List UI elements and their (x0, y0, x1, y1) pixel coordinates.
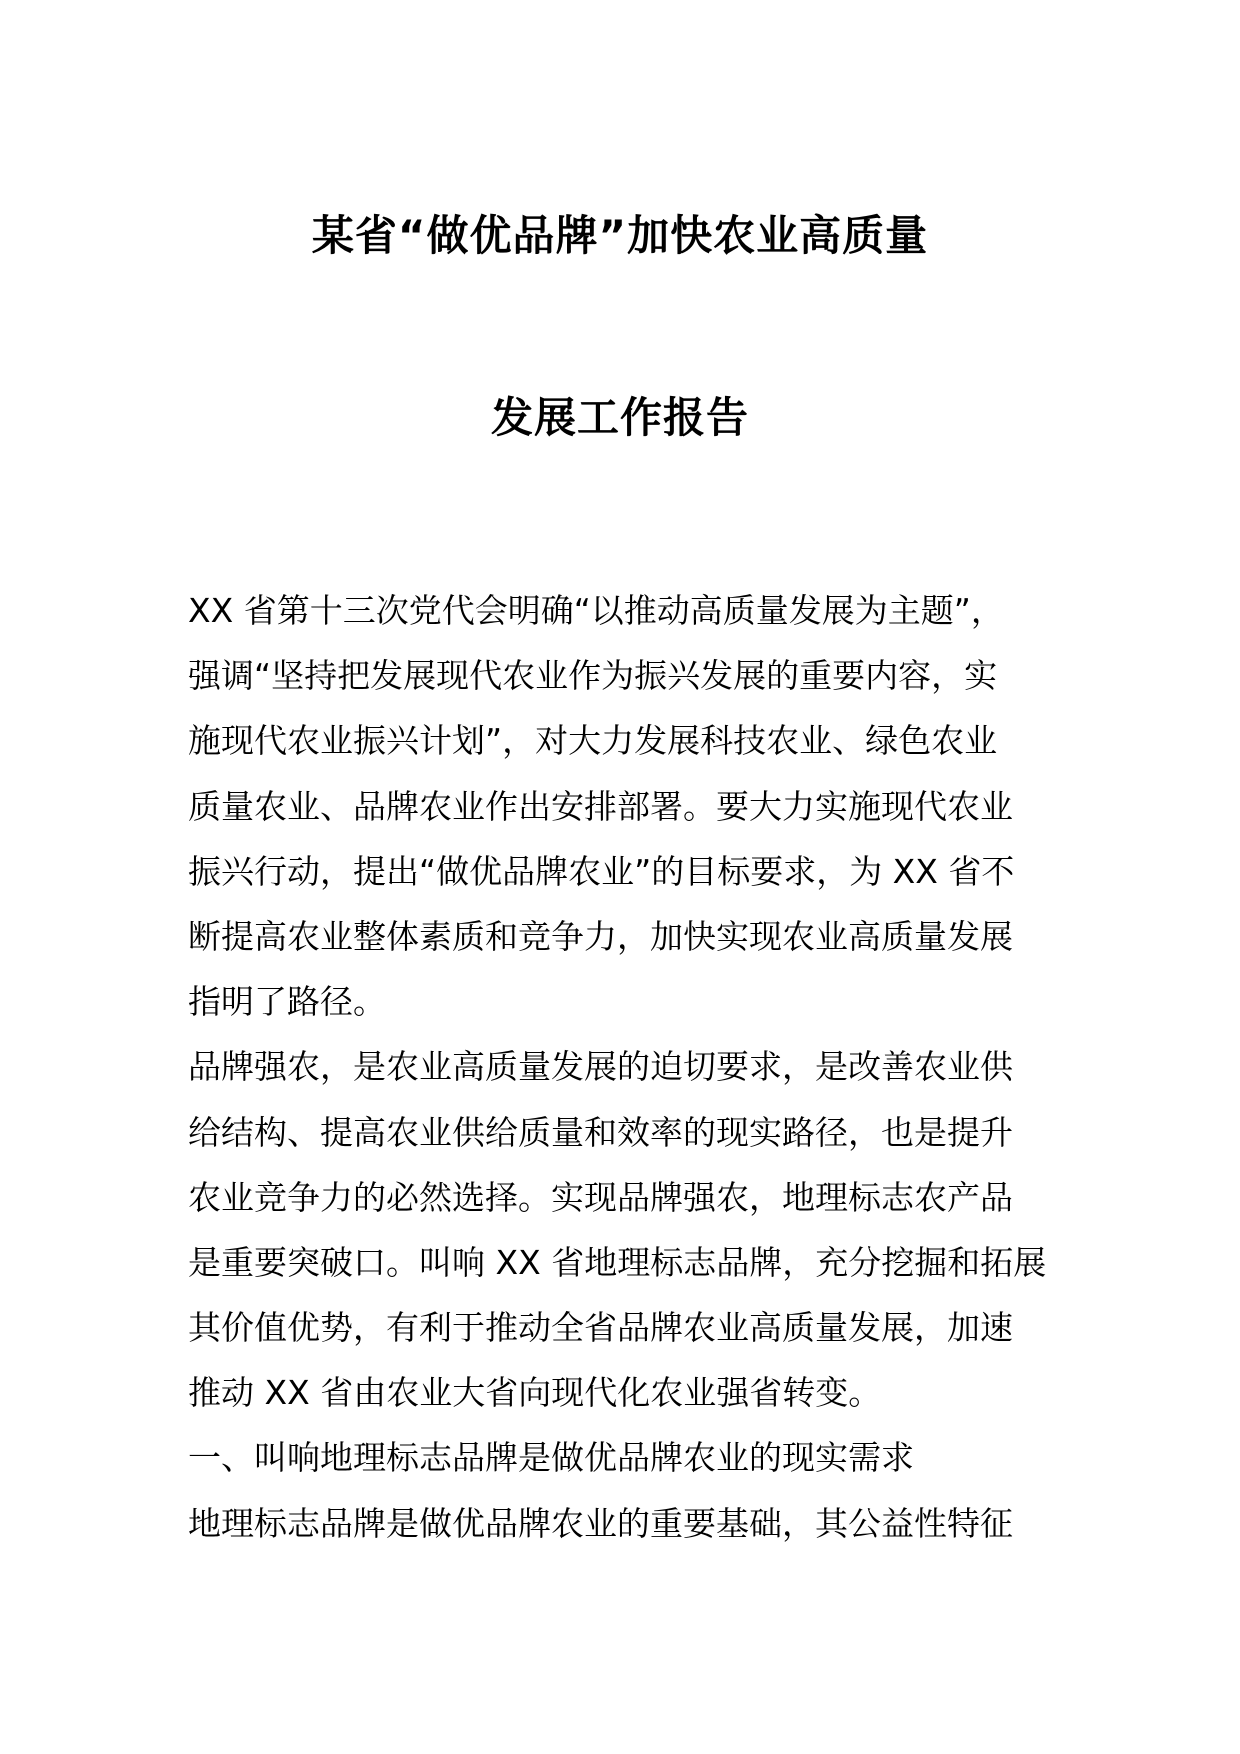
body-line: 地理标志品牌是做优品牌农业的重要基础，其公益性特征 (188, 1503, 1013, 1543)
body-line: 农业竞争力的必然选择。实现品牌强农，地理标志农产品 (188, 1177, 1013, 1217)
body-line: 品牌强农，是农业高质量发展的迫切要求，是改善农业供 (188, 1047, 1013, 1087)
body-line: 施现代农业振兴计划”，对大力发展科技农业、绿色农业 (188, 721, 998, 761)
body-line: 强调“坚持把发展现代农业作为振兴发展的重要内容，实 (188, 656, 998, 696)
document-body (188, 578, 1054, 1556)
body-line: 断提高农业整体素质和竞争力，加快实现农业高质量发展 (188, 916, 1013, 956)
body-line: 质量农业、品牌农业作出安排部署。要大力实施现代农业 (188, 786, 1013, 826)
body-line: 推动 XX 省由农业大省向现代化农业强省转变。 (188, 1373, 882, 1413)
body-line: 给结构、提高农业供给质量和效率的现实路径，也是提升 (188, 1112, 1013, 1152)
body-line: 振兴行动，提出“做优品牌农业”的目标要求，为 XX 省不 (188, 851, 1015, 891)
body-line: XX 省第十三次党代会明确“以推动高质量发展为主题”， (188, 591, 1004, 630)
body-line: 指明了路径。 (188, 982, 386, 1022)
document-title-line-1: 某省“做优品牌”加快农业高质量 (311, 211, 929, 260)
body-line: 是重要突破口。叫响 XX 省地理标志品牌，充分挖掘和拓展 (188, 1242, 1047, 1282)
section-heading: 一、叫响地理标志品牌是做优品牌农业的现实需求 (188, 1438, 914, 1478)
document-title-line-2: 发展工作报告 (490, 393, 749, 442)
body-line: 其价值优势，有利于推动全省品牌农业高质量发展，加速 (188, 1308, 1013, 1348)
